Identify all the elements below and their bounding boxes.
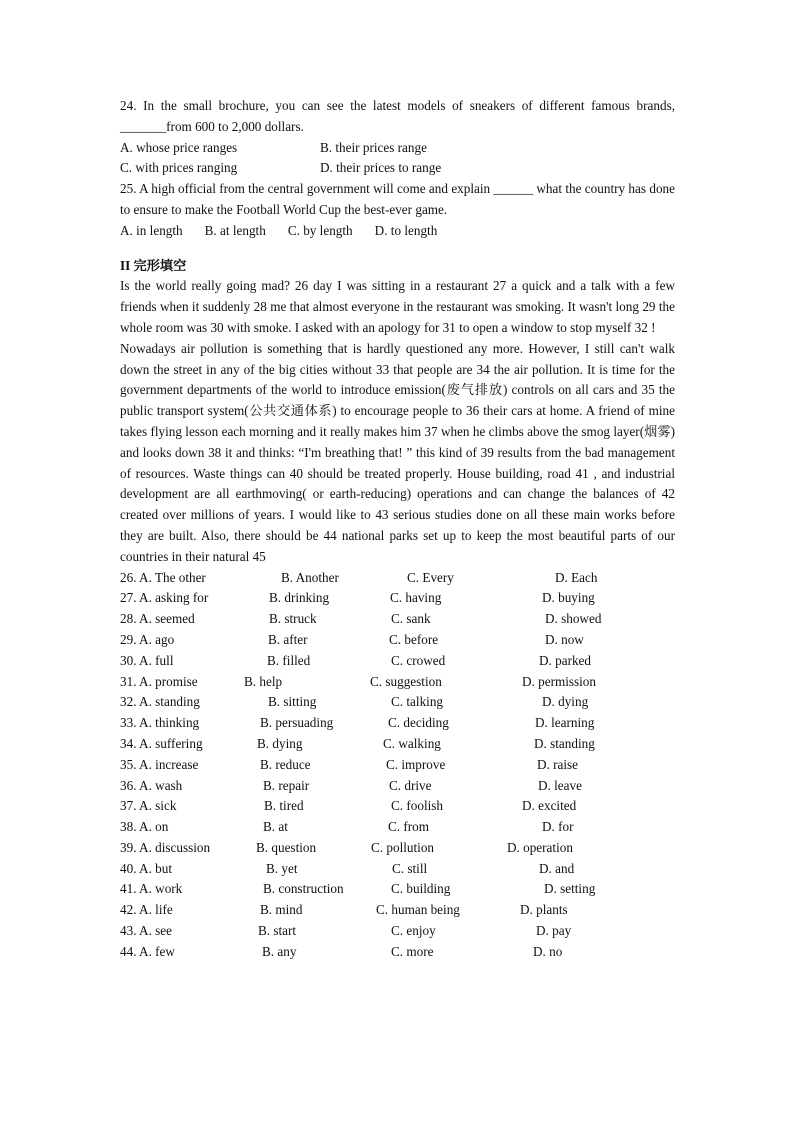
- option-b: B. at length: [204, 222, 266, 238]
- choice-option-d: D. pay: [536, 923, 572, 939]
- choice-row: [120, 568, 675, 589]
- choice-option-b: B. dying: [257, 735, 303, 751]
- choice-option-b: B. filled: [267, 652, 311, 668]
- choice-option-c: C. human being: [376, 902, 460, 918]
- choice-option-a: 27. A. asking for: [120, 590, 209, 606]
- option-b: B. their prices range: [320, 139, 427, 155]
- choice-option-a: 33. A. thinking: [120, 715, 200, 731]
- choice-option-a: 28. A. seemed: [120, 611, 195, 627]
- option-a: A. whose price ranges: [120, 139, 238, 155]
- choice-option-d: D. raise: [537, 756, 579, 772]
- question-24-options: [120, 138, 675, 180]
- choice-option-a: 43. A. see: [120, 923, 173, 939]
- choice-option-c: C. crowed: [391, 652, 446, 668]
- choice-row: [120, 859, 675, 880]
- choice-row: [120, 838, 675, 859]
- choice-row: [120, 879, 675, 900]
- choice-option-b: B. yet: [266, 860, 298, 876]
- option-d: D. their prices to range: [320, 160, 442, 176]
- choice-option-a: 35. A. increase: [120, 756, 199, 772]
- choice-option-c: C. walking: [383, 735, 441, 751]
- choice-option-d: D. and: [539, 860, 575, 876]
- choice-option-c: C. talking: [391, 694, 444, 710]
- choice-option-d: D. permission: [522, 673, 596, 689]
- choice-row: [120, 776, 675, 797]
- choice-option-d: D. dying: [542, 694, 589, 710]
- choice-option-d: D. learning: [535, 715, 595, 731]
- choice-option-c: C. building: [391, 881, 451, 897]
- choice-option-a: 41. A. work: [120, 881, 183, 897]
- option-d: D. to length: [374, 222, 438, 238]
- cloze-paragraph-1: Is the world really going mad? 26 day I was sitting in a restaurant 27 a quick and a talk with a few friends when it suddenly 28 me that almost everyone in the restaurant was smoking. It wasn't long 29 the whole room was 30 with smoke. I asked with an apology for 31 to open a window to stop myself 32 !: [120, 278, 675, 335]
- choice-option-a: 39. A. discussion: [120, 839, 211, 855]
- choice-row: [120, 734, 675, 755]
- question-25-options: [120, 221, 675, 242]
- choice-option-a: 42. A. life: [120, 902, 173, 918]
- choice-row: [120, 651, 675, 672]
- choice-option-c: C. enjoy: [391, 923, 436, 939]
- choice-option-d: D. operation: [507, 839, 573, 855]
- choice-option-b: B. tired: [264, 798, 304, 814]
- choice-option-d: D. buying: [542, 590, 595, 606]
- choice-option-a: 44. A. few: [120, 943, 175, 959]
- choice-option-c: C. drive: [389, 777, 432, 793]
- choice-option-d: D. standing: [534, 735, 595, 751]
- choice-option-a: 36. A. wash: [120, 777, 183, 793]
- choice-row: [120, 609, 675, 630]
- choice-option-a: 37. A. sick: [120, 798, 177, 814]
- choice-option-c: C. improve: [386, 756, 446, 772]
- choice-option-d: D. Each: [555, 569, 598, 585]
- choice-option-b: B. any: [262, 943, 297, 959]
- choice-option-b: B. construction: [263, 881, 344, 897]
- choice-option-d: D. plants: [520, 902, 568, 918]
- choice-row: [120, 900, 675, 921]
- choice-row: [120, 672, 675, 693]
- option-a: A. in length: [120, 222, 183, 238]
- document-content: [120, 96, 675, 963]
- choice-option-b: B. repair: [263, 777, 310, 793]
- cloze-paragraph-2: Nowadays air pollution is something that is hardly questioned any more. However, I still can't walk down the street in any of the big cities without 33 that people are 34 the air pollution. It is time for the government departments of the world to introduce emission(废气排放) controls on all cars and 35 the public transport system(公共交通体系) to encourage people to 36 their cars at home. A friend of mine takes flying lesson each morning and it really makes him 37 when he climbs above the smog layer(烟雾) and looks down 38 it and thinks: “I'm breathing that! ” this kind of 39 results from the bad management of resources. Waste things can 40 should be treated properly. House building, road 41 , and industrial development are all earthmoving( or earth-reducing) operations and can change the balances of 42 created over millions of years. I would like to 43 serious studies done on all these main works before they are built. Also, there should be 44 national parks set up to keep the most beautiful parts of our countries in their natural 45: [120, 340, 675, 564]
- choice-option-d: D. leave: [538, 777, 582, 793]
- choice-row: [120, 713, 675, 734]
- choice-row: [120, 630, 675, 651]
- choice-option-d: D. for: [542, 819, 574, 835]
- choice-option-a: 30. A. full: [120, 652, 174, 668]
- choice-option-a: 31. A. promise: [120, 673, 198, 689]
- section-heading: II 完形填空: [120, 257, 187, 273]
- choice-option-c: C. suggestion: [370, 673, 442, 689]
- choice-option-c: C. having: [390, 590, 442, 606]
- choice-option-d: D. now: [545, 631, 584, 647]
- choice-option-c: C. more: [391, 943, 434, 959]
- choice-row: [120, 796, 675, 817]
- choice-option-b: B. start: [258, 923, 297, 939]
- choice-row: [120, 692, 675, 713]
- choice-row: [120, 755, 675, 776]
- cloze-choices: [120, 568, 675, 963]
- choice-option-b: B. question: [256, 839, 317, 855]
- choice-option-b: B. sitting: [268, 694, 317, 710]
- choice-option-c: C. still: [392, 860, 428, 876]
- choice-option-a: 40. A. but: [120, 860, 173, 876]
- choice-option-a: 26. A. The other: [120, 569, 206, 585]
- choice-option-b: B. after: [268, 631, 308, 647]
- choice-option-a: 29. A. ago: [120, 631, 175, 647]
- choice-option-b: B. help: [244, 673, 283, 689]
- choice-option-a: 38. A. on: [120, 819, 169, 835]
- choice-option-a: 32. A. standing: [120, 694, 200, 710]
- option-row: [120, 158, 675, 179]
- option-c: C. with prices ranging: [120, 160, 238, 176]
- choice-row: [120, 817, 675, 838]
- choice-row: [120, 942, 675, 963]
- choice-option-b: B. persuading: [260, 715, 334, 731]
- choice-option-b: B. mind: [260, 902, 303, 918]
- choice-option-b: B. drinking: [269, 590, 330, 606]
- choice-option-b: B. reduce: [260, 756, 311, 772]
- option-row: [120, 138, 675, 159]
- choice-option-c: C. from: [388, 819, 430, 835]
- choice-option-d: D. parked: [539, 652, 591, 668]
- choice-row: [120, 921, 675, 942]
- question-25-stem: 25. A high official from the central government will come and explain ______ what the country has done to ensure to make the Football World Cup the best-ever game.: [120, 181, 675, 217]
- choice-option-c: C. sank: [391, 611, 431, 627]
- choice-option-d: D. excited: [522, 798, 577, 814]
- option-c: C. by length: [287, 222, 353, 238]
- choice-option-c: C. deciding: [388, 715, 449, 731]
- choice-option-b: B. struck: [269, 611, 317, 627]
- choice-option-b: B. at: [263, 819, 288, 835]
- choice-option-d: D. no: [533, 943, 563, 959]
- choice-option-c: C. foolish: [391, 798, 444, 814]
- question-24-stem: 24. In the small brochure, you can see the latest models of sneakers of different famous brands, _______from 600 to 2,000 dollars.: [120, 98, 675, 134]
- choice-option-d: D. showed: [545, 611, 602, 627]
- choice-option-a: 34. A. suffering: [120, 735, 203, 751]
- choice-row: [120, 588, 675, 609]
- choice-option-c: C. pollution: [371, 839, 435, 855]
- choice-option-c: C. Every: [407, 569, 454, 585]
- choice-option-b: B. Another: [281, 569, 339, 585]
- choice-option-c: C. before: [389, 631, 439, 647]
- choice-option-d: D. setting: [544, 881, 596, 897]
